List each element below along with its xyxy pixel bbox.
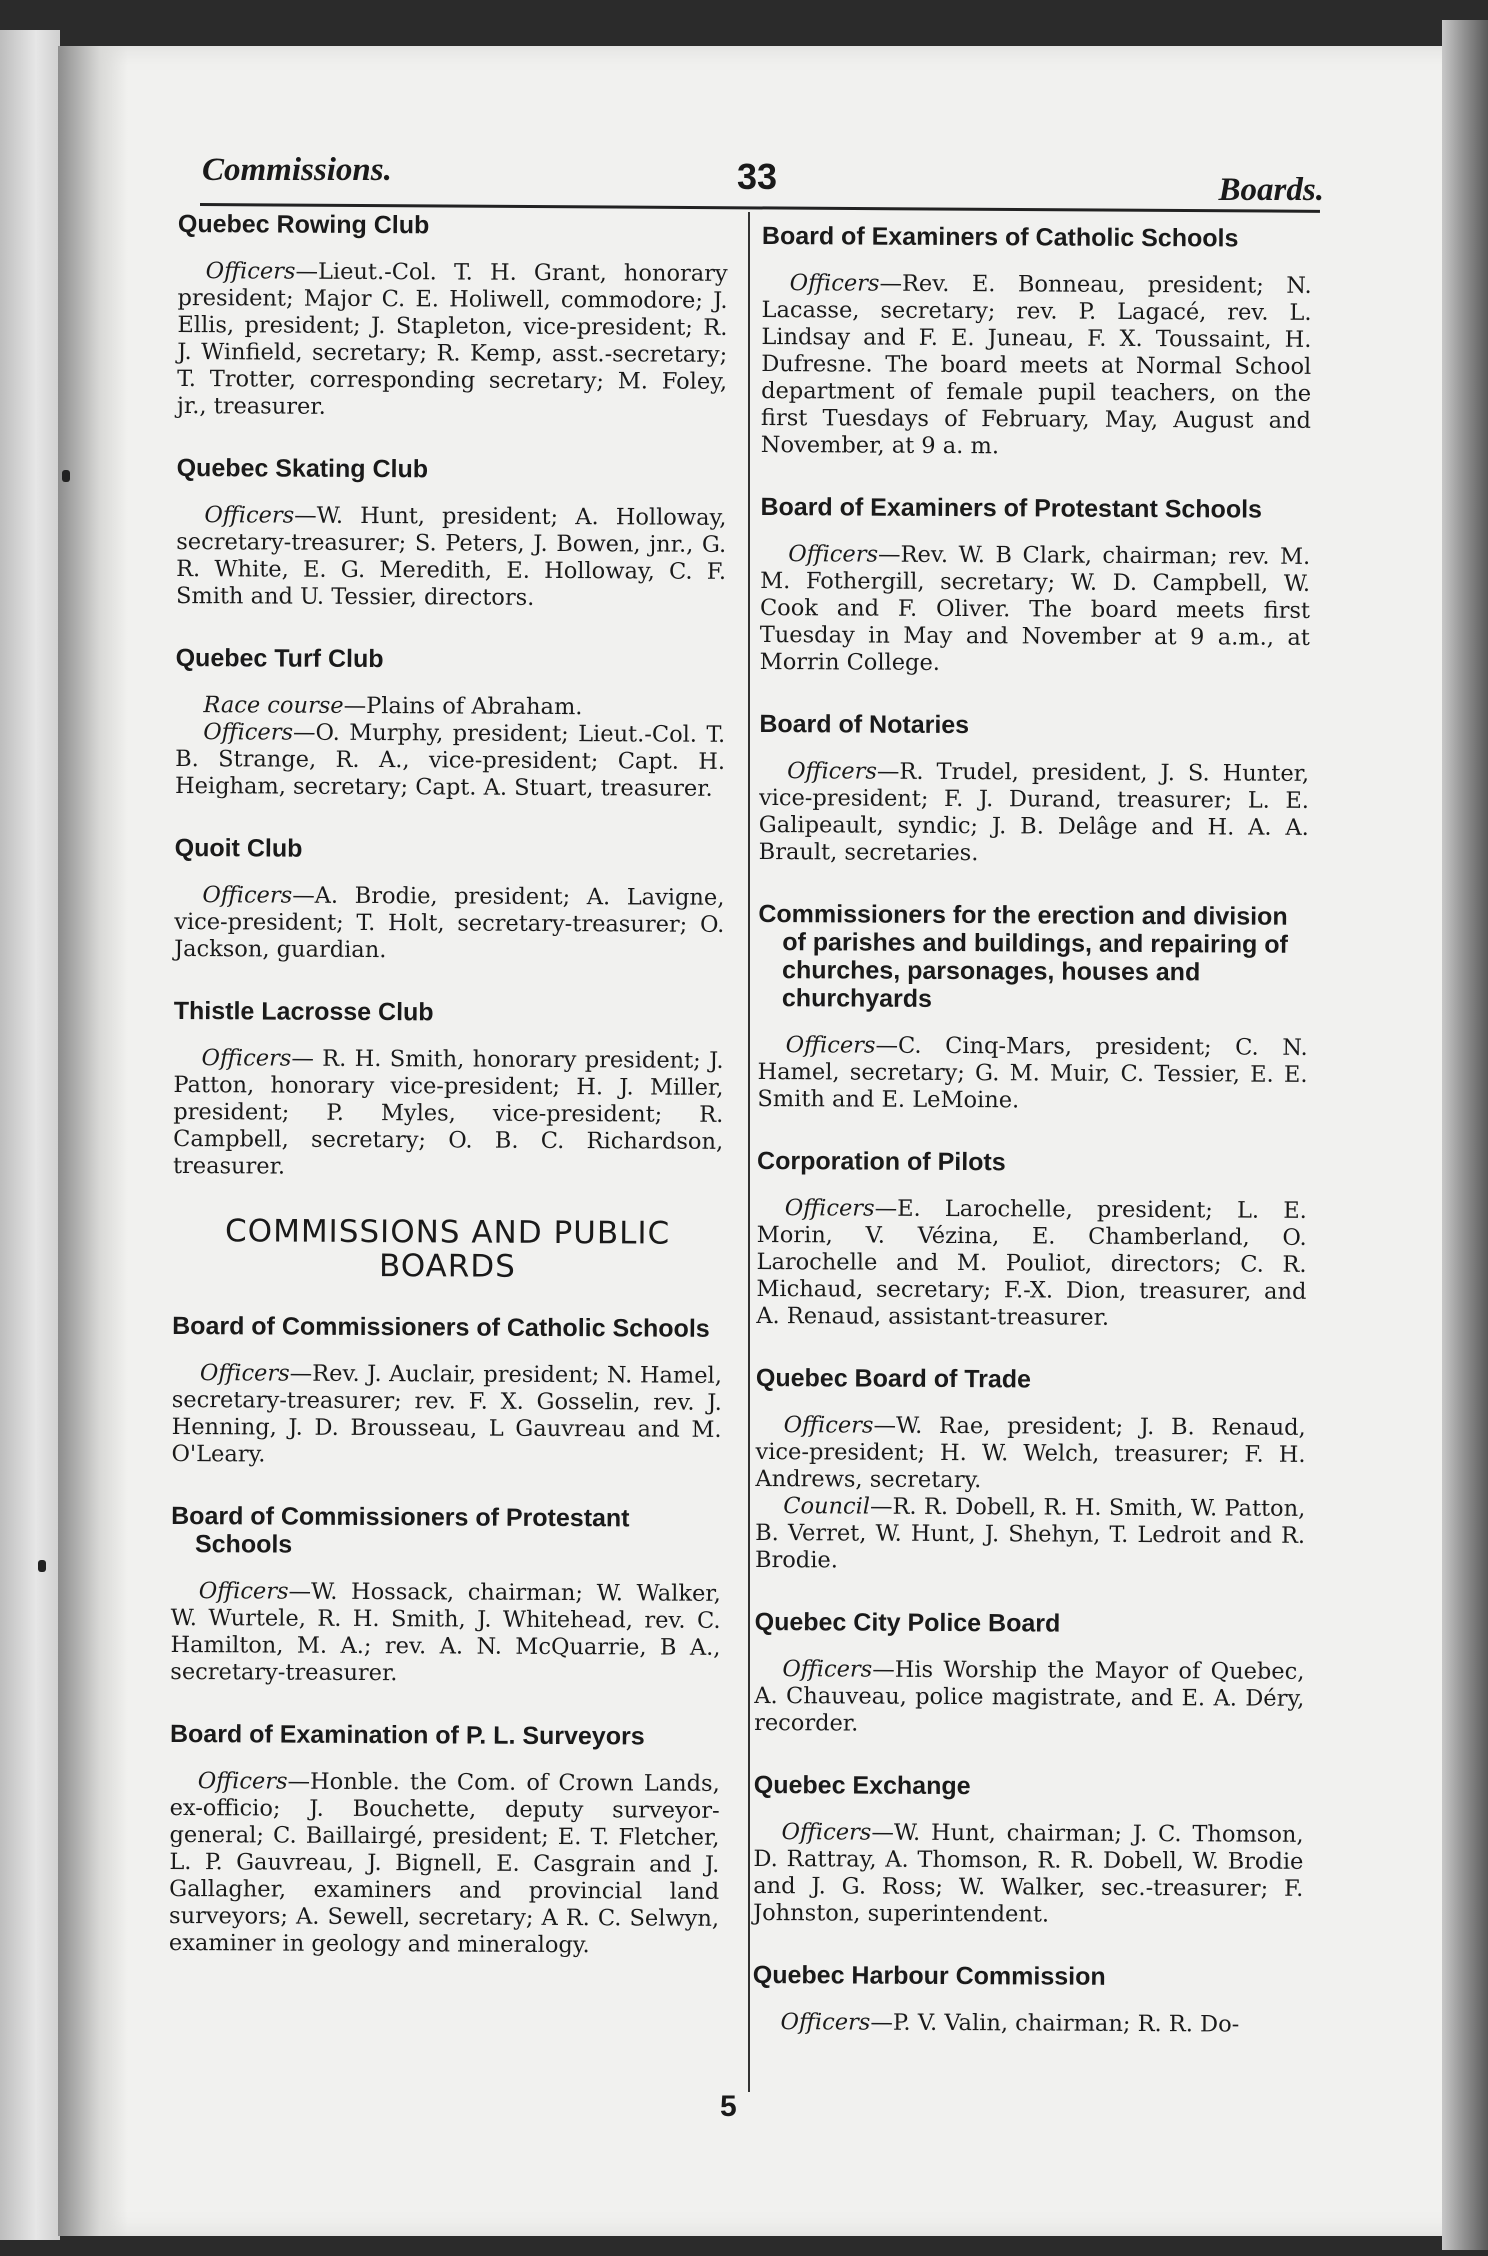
directory-entry xyxy=(753,1771,1304,1930)
directory-entry xyxy=(761,222,1312,462)
entry-label: Officers xyxy=(197,1768,288,1795)
entry-text: —Rev. E. Bonneau, president; N. Lacasse, secretary; rev. P. Lagacé, rev. L. Lindsay and F. E. Juneau, F. X. Toussaint, H. Dufresne. The board meets at Normal School department of female pupil teachers, on the first Tuesdays of February, May, August and November, at 9 a. m. xyxy=(760,270,1312,460)
entry-label: Officers xyxy=(780,2009,871,2036)
entry-text: —E. Larochelle, president; L. E. Morin, V. Vézina, E. Chamberland, O. Larochelle and M. Pouliot, directors; C. R. Michaud, secretary; F.-X. Dion, treasurer, and A. Renaud, assistant-treasurer. xyxy=(756,1195,1307,1331)
entry-title: Board of Commissioners of Catholic Schools xyxy=(172,1311,710,1343)
entry-title: Board of Examiners of Catholic Schools xyxy=(761,222,1239,253)
entry-paragraph xyxy=(169,1768,720,1960)
entry-title: Quebec Rowing Club xyxy=(177,210,430,240)
directory-entry xyxy=(754,1608,1305,1740)
entry-title: Board of Commissioners of Protestant Schools xyxy=(171,1501,630,1559)
directory-entry xyxy=(759,710,1310,869)
entry-paragraph xyxy=(177,258,728,423)
directory-entry xyxy=(753,1961,1303,2039)
entry-text: —O. Murphy, president; Lieut.-Col. T. B. Strange, R. A., vice-president; Capt. H. Heigham, secretary; Capt. A. Stuart, treasurer. xyxy=(174,719,726,802)
entry-text: —W. Hunt, chairman; J. C. Thomson, D. Rattray, A. Thomson, R. R. Dobell, W. Brodie and J. G. Ross; W. Walker, sec.-treasurer; F. Johnston, superintendent. xyxy=(753,1819,1304,1928)
scan-speck xyxy=(62,470,70,482)
entry-paragraph xyxy=(755,1493,1305,1577)
entry-text: —Plains of Abraham. xyxy=(343,692,583,721)
entry-paragraph xyxy=(753,2009,1303,2039)
entry-title: Quebec Skating Club xyxy=(176,453,429,484)
entry-label: Race course xyxy=(203,692,344,719)
entry-title: Board of Notaries xyxy=(759,709,970,740)
entry-text: —R. Trudel, president, J. S. Hunter, vice-president; F. J. Durand, treasurer; L. E. Galipeault, syndic; J. B. Delâge and H. A. A. Brault, secretaries. xyxy=(758,758,1310,867)
entry-title: Quebec Board of Trade xyxy=(755,1363,1032,1394)
running-head-left: Commissions. xyxy=(202,152,392,188)
entry-text: —W. Hossack, chairman; W. Walker, W. Wurtele, R. H. Smith, J. Whitehead, rev. C. Hamilton, M. A.; rev. A. N. McQuarrie, B A., secretary-treasurer. xyxy=(170,1578,721,1687)
directory-entry xyxy=(175,644,726,803)
entry-title: Corporation of Pilots xyxy=(757,1146,1006,1177)
entry-title: Board of Examiners of Protestant Schools xyxy=(760,492,1263,524)
entry-label: Officers xyxy=(203,719,294,746)
left-column xyxy=(169,210,728,1994)
entry-paragraph xyxy=(173,1045,724,1183)
running-head-right: Boards. xyxy=(1218,172,1324,208)
directory-entry xyxy=(176,454,727,613)
entry-paragraph xyxy=(760,541,1311,679)
entry-paragraph xyxy=(176,502,727,613)
directory-entry xyxy=(171,1312,722,1471)
directory-entry xyxy=(760,493,1311,679)
directory-entry xyxy=(755,1364,1306,1577)
entry-title: Commissioners for the erection and division of parishes and buildings, and repairing of churches, parsonages, houses and churchyards xyxy=(758,899,1288,1013)
entry-label: Officers xyxy=(789,270,880,297)
entry-label: Council xyxy=(783,1493,871,1520)
entry-text: —Rev. J. Auclair, president; N. Hamel, secretary-treasurer; rev. F. X. Gosselin, rev. J. Henning, J. D. Brousseau, L Gauvreau and M. O'Leary. xyxy=(171,1360,722,1468)
entry-text: —His Worship the Mayor of Quebec, A. Chauveau, police magistrate, and E. A. Déry, recorder. xyxy=(754,1656,1305,1737)
entry-paragraph xyxy=(755,1412,1305,1496)
entry-label: Officers xyxy=(787,758,878,785)
entry-paragraph xyxy=(174,882,724,966)
page-stack-edge xyxy=(1442,20,1488,2250)
entry-text: —Honble. the Com. of Crown Lands, ex-officio; J. Bouchette, deputy surveyor-general; C. Baillairgé, president; E. T. Fletcher, L. P. Gauvreau, J. Bignell, E. Casgrain and J. Gallagher, examiners and provincial land surveyors; A. Sewell, secretary; A R. C. Selwyn, examiner in geology and mineralogy. xyxy=(168,1768,720,1959)
entry-title: Quebec City Police Board xyxy=(754,1607,1061,1638)
entry-text: —A. Brodie, president; A. Lavigne, vice-president; T. Holt, secretary-treasurer; O. Jackson, guardian. xyxy=(174,882,725,964)
entry-paragraph xyxy=(757,1032,1307,1116)
entry-label: Officers xyxy=(788,541,879,568)
entry-paragraph xyxy=(171,1360,722,1471)
entry-label: Officers xyxy=(781,1819,872,1846)
entry-text: —Rev. W. B Clark, chairman; rev. M. M. Fothergill, secretary; W. D. Campbell, W. Cook and F. Oliver. The board meets first Tuesday in May and November at 9 a.m., at Morrin College. xyxy=(759,541,1311,676)
entry-label: Officers xyxy=(201,1045,292,1072)
entry-paragraph xyxy=(753,1819,1304,1930)
entry-label: Officers xyxy=(785,1032,876,1059)
entry-label: Officers xyxy=(198,1578,289,1605)
entry-text: —P. V. Valin, chairman; R. R. Do- xyxy=(870,2009,1240,2038)
right-column xyxy=(752,222,1312,2073)
entry-title: Quebec Turf Club xyxy=(175,643,384,674)
section-title: COMMISSIONS AND PUBLIC BOARDS xyxy=(224,1213,671,1285)
entry-label: Officers xyxy=(783,1412,874,1439)
entry-text: —Lieut.-Col. T. H. Grant, honorary president; Major C. E. Holiwell, commodore; J. Ellis, president; J. Stapleton, vice-president; R. J. Winfield, secretary; R. Kemp, asst.-secretary; T. Trotter, corresponding secretary; M. Foley, jr., treasurer. xyxy=(176,258,728,420)
entry-title: Thistle Lacrosse Club xyxy=(173,996,434,1027)
entry-label: Officers xyxy=(784,1195,875,1222)
directory-entry xyxy=(169,1720,720,1960)
entry-paragraph xyxy=(175,719,725,803)
entry-paragraph xyxy=(759,758,1310,869)
entry-text: —W. Rae, president; J. B. Renaud, vice-president; H. W. Welch, treasurer; F. H. Andrews, secretary. xyxy=(755,1412,1306,1494)
entry-paragraph xyxy=(756,1195,1307,1333)
entry-paragraph xyxy=(170,1578,721,1689)
entry-title: Quoit Club xyxy=(174,833,303,863)
page-number: 33 xyxy=(737,156,778,197)
signature-mark: 5 xyxy=(720,2090,737,2123)
entry-text: —W. Hunt, president; A. Holloway, secretary-treasurer; S. Peters, J. Bowen, jnr., G. R. White, E. G. Meredith, E. Holloway, C. F. Smith and U. Tessier, directors. xyxy=(175,502,727,611)
entry-title: Quebec Harbour Commission xyxy=(752,1960,1106,1991)
gutter-shadow xyxy=(58,46,128,2236)
directory-entry xyxy=(177,210,728,423)
scan-speck xyxy=(38,1560,46,1572)
column-rule xyxy=(748,212,750,2092)
previous-page-edge xyxy=(0,30,60,2240)
directory-entry xyxy=(173,997,724,1183)
entry-text: — R. H. Smith, honorary president; J. Patton, honorary vice-president; H. J. Miller, president; P. Myles, vice-president; R. Campbell, secretary; O. B. C. Richardson, treasurer. xyxy=(172,1045,724,1180)
directory-entry xyxy=(174,834,725,966)
entry-text: —C. Cinq-Mars, president; C. N. Hamel, secretary; G. M. Muir, C. Tessier, E. E. Smith and E. LeMoine. xyxy=(757,1032,1308,1114)
entry-label: Officers xyxy=(782,1656,873,1683)
entry-title: Quebec Exchange xyxy=(753,1770,971,1801)
entry-label: Officers xyxy=(204,502,295,529)
directory-entry xyxy=(757,900,1308,1116)
entry-label: Officers xyxy=(205,258,296,285)
entry-label: Officers xyxy=(199,1360,290,1387)
directory-entry xyxy=(756,1147,1307,1333)
entry-title: Board of Examination of P. L. Surveyors xyxy=(169,1719,645,1751)
entry-paragraph xyxy=(761,270,1312,462)
entry-paragraph xyxy=(175,692,725,722)
directory-entry xyxy=(170,1502,721,1689)
entry-paragraph xyxy=(754,1656,1304,1740)
entry-label: Officers xyxy=(202,882,293,909)
entry-text: —R. R. Dobell, R. H. Smith, W. Patton, B. Verret, W. Hunt, J. Shehyn, T. Ledroit and R. Brodie. xyxy=(754,1493,1306,1574)
